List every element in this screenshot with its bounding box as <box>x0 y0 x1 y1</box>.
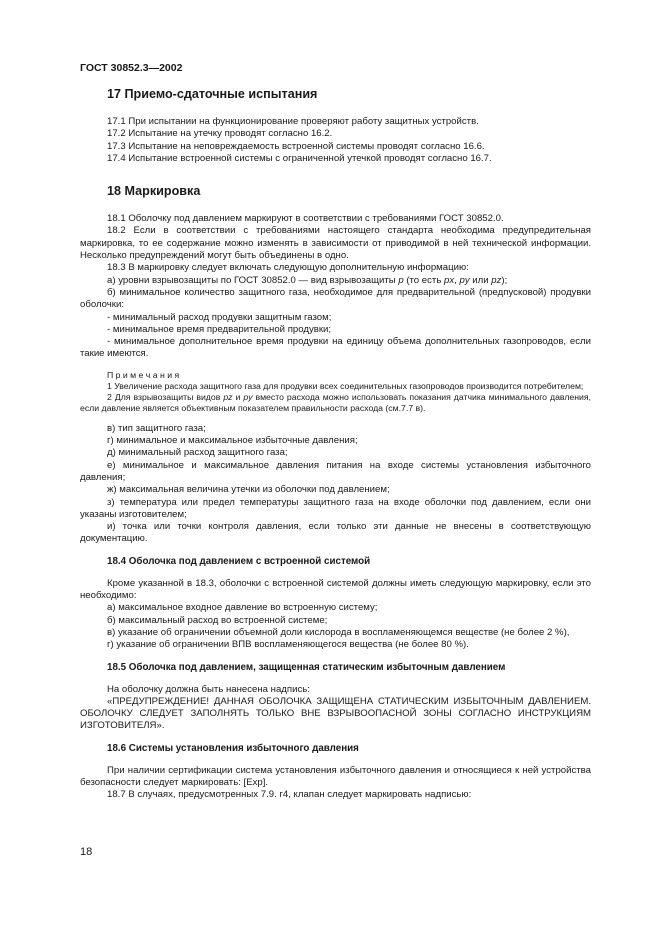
item-18-3-g: г) минимальное и максимальное избыточные давления; <box>107 435 358 447</box>
dash-item-1: - минимальный расход продувки защитным газом; <box>107 311 332 323</box>
item-18-3-i: и) точка или точки контроля давления, если только эти данные не внесены в соответствующую документацию. <box>80 521 591 545</box>
notes-title: П р и м е ч а н и я <box>107 369 180 380</box>
item-17-2: 17.2 Испытание на утечку проводят согласно 16.2. <box>107 128 333 140</box>
warning-inscription: «ПРЕДУПРЕЖДЕНИЕ! ДАННАЯ ОБОЛОЧКА ЗАЩИЩЕНА СТАТИЧЕСКИМ ИЗБЫТОЧНЫМ ДАВЛЕНИЕМ. ОБОЛОЧКУ СЛЕДУЕТ ЗАПОЛНЯТЬ ТОЛЬКО ВНЕ ВЗРЫВООПАСНОЙ ЗОНЫ СОГЛАСНО ИНСТРУКЦИЯМ ИЗГОТОВИТЕЛЯ». <box>80 695 591 732</box>
item-18-4-v: в) указание об ограничении объемной доли кислорода в воспламеняющемся веществе (не более 2 %), <box>107 626 570 638</box>
item-18-2: 18.2 Если в соответствии с требованиями настоящего стандарта необходима предупредительная маркировка, то ее содержание можно изменять в зависимости от приводимой в ней технической информации. Несколько предупреждений могут быть объединены в одно. <box>80 225 591 262</box>
document-header: ГОСТ 30852.3—2002 <box>80 62 183 74</box>
item-18-4-b: б) максимальный расход во встроенной системе; <box>107 614 328 626</box>
page-content <box>80 86 591 802</box>
section-18-6-text: При наличии сертификации система установления избыточного давления и относящиеся к ней устройства безопасности следует маркировать: [Exp]. <box>80 764 591 788</box>
section-18-6-title: 18.6 Системы установления избыточного давления <box>107 742 359 754</box>
item-18-4-a: а) максимальное входное давление во встроенную систему; <box>107 602 378 614</box>
item-17-3: 17.3 Испытание на неповреждаемость встроенной системы проводят согласно 16.6. <box>107 140 485 152</box>
item-17-4: 17.4 Испытание встроенной системы с ограниченной утечкой проводят согласно 16.7. <box>107 152 492 164</box>
section-18-5-title: 18.5 Оболочка под давлением, защищенная статическим избыточным давлением <box>107 661 506 673</box>
item-18-4-g: г) указание об ограничении ВПВ воспламеняющегося вещества (не более 80 %). <box>107 639 469 651</box>
item-18-3-a: а) уровни взрывозащиты по ГОСТ 30852.0 — вид взрывозащиты р (то есть px, py или pz); <box>107 274 508 286</box>
page-number: 18 <box>80 846 93 858</box>
section-17-title: 17 Приемо-сдаточные испытания <box>107 87 318 101</box>
dash-item-2: - минимальное время предварительной продувки; <box>107 323 332 335</box>
item-17-1: 17.1 При испытании на функционирование проверяют работу защитных устройств. <box>107 116 479 127</box>
item-18-3-b: б) минимальное количество защитного газа, необходимое для предварительной (предпусковой) продувки оболочки: <box>80 286 591 311</box>
section-18-5-text: На оболочку должна быть нанесена надпись: <box>107 683 310 695</box>
section-18-4-title: 18.4 Оболочка под давлением с встроенной системой <box>107 555 371 567</box>
item-18-3-v: в) тип защитного газа; <box>107 422 206 434</box>
item-18-3-e: е) минимальное и максимальное давления питания на входе системы установления избыточного давления; <box>80 459 591 483</box>
section-18-title: 18 Маркировка <box>107 184 201 199</box>
note-1: 1 Увеличение расхода защитного газа для продувки всех соединительных газопроводов производится потребителем; <box>107 380 584 391</box>
item-18-3-z: з) температура или предел температуры защитного газа на входе оболочки под давлением, если они указаны изготовителем; <box>80 496 591 520</box>
item-18-3: 18.3 В маркировку следует включать следующую дополнительную информацию: <box>107 262 469 274</box>
item-18-3-d: д) минимальный расход защитного газа; <box>107 447 288 459</box>
dash-item-3: - минимальное дополнительное время продувки на единицу объема дополнительных газопроводов, если такие имеются. <box>80 336 591 360</box>
item-18-7: 18.7 В случаях, предусмотренных 7.9. г4, клапан следует маркировать надписью: <box>107 789 472 801</box>
item-18-3-zh: ж) максимальная величина утечки из оболочки под давлением; <box>107 484 390 496</box>
note-2: 2 Для взрывозащиты видов pz и py вместо расхода можно использовать показания датчика минимального давления, если давление является объективным показателем правильности расхода (см.7.7 в). <box>80 391 591 413</box>
section-18-4-text: Кроме указанной в 18.3, оболочки с встроенной системой должны иметь следующую маркировку, если это необходимо: <box>80 577 591 602</box>
item-18-1: 18.1 Оболочку под давлением маркируют в соответствии с требованиями ГОСТ 30852.0. <box>107 213 504 225</box>
